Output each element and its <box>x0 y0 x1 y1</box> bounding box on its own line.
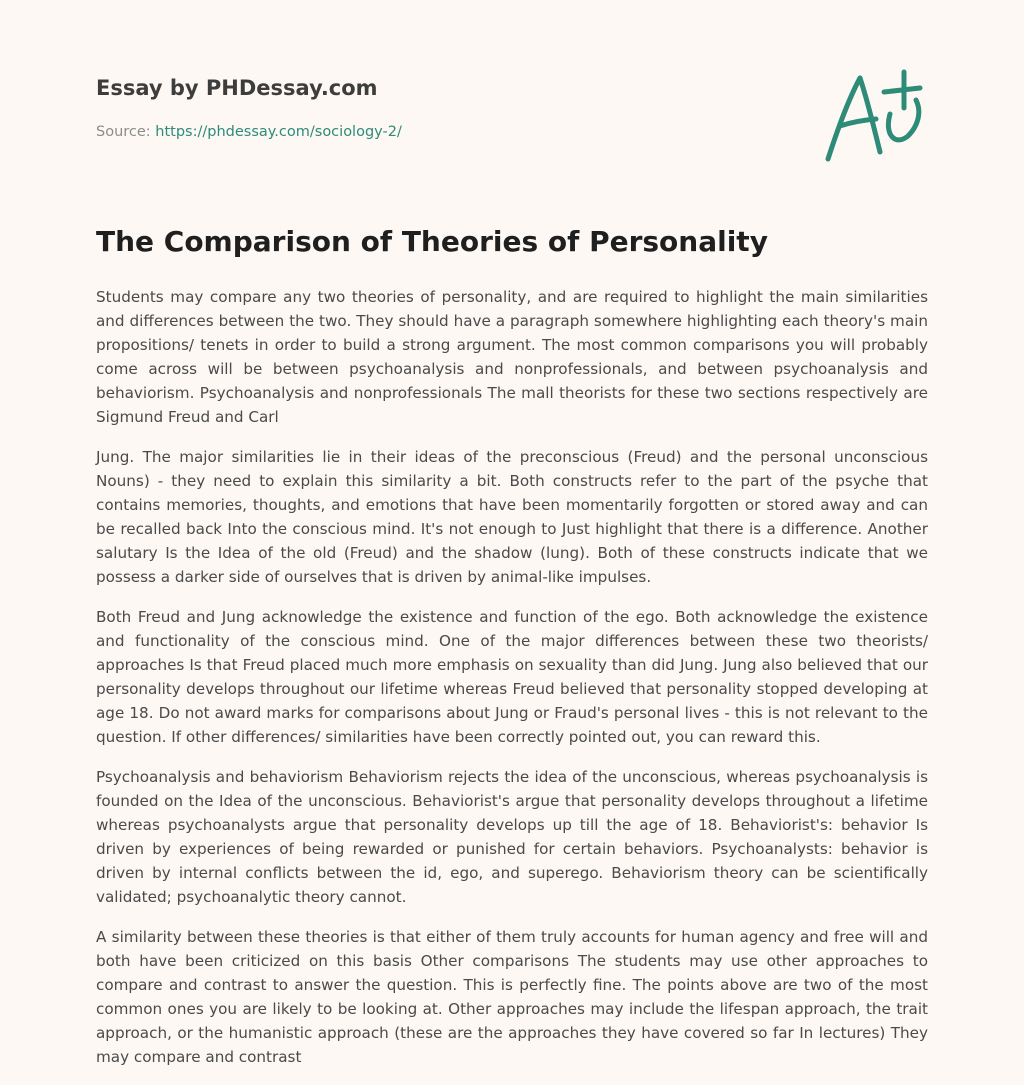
essay-paragraph: Psychoanalysis and behaviorism Behaviorism rejects the idea of the unconscious, whereas psychoanalysis is founded on the Idea of the unconscious. Behaviorist's argue that personality develops throughout a lifetime whereas psychoanalysts argue that personality develops up till the age of 18. Behaviorist's: behavior Is driven by experiences of being rewarded or punished for certain behaviors. Psychoanalysts: behavior is driven by internal conflicts between the id, ego, and superego. Behaviorism theory can be scientifically validated; psychoanalytic theory cannot. <box>96 768 928 906</box>
essay-body <box>96 285 928 1085</box>
essay-title: The Comparison of Theories of Personality <box>96 225 768 258</box>
essay-paragraph: Students may compare any two theories of personality, and are required to highlight the main similarities and differences between the two. They should have a paragraph somewhere highlighting each theory's main propositions/ tenets in order to build a strong argument. The most common comparisons you will probably come across will be between psychoanalysis and nonprofessionals, and between psychoanalysis and behaviorism. Psychoanalysis and nonprofessionals The mall theorists for these two sections respectively are Sigmund Freud and Carl <box>96 288 928 426</box>
a-plus-grade-icon <box>824 66 928 166</box>
essay-paragraph: Jung. The major similarities lie in their ideas of the preconscious (Freud) and the personal unconscious Nouns) - they need to explain this similarity a bit. Both constructs refer to the part of the psyche that contains memories, thoughts, and emotions that have been momentarily forgotten or stored away and can be recalled back Into the conscious mind. It's not enough to Just highlight that there is a difference. Another salutary Is the Idea of the old (Freud) and the shadow (lung). Both of these constructs indicate that we possess a darker side of ourselves that is driven by animal-like impulses. <box>96 448 928 586</box>
source-link[interactable]: https://phdessay.com/sociology-2/ <box>155 124 402 140</box>
source-line <box>96 124 402 140</box>
essay-paragraph: A similarity between these theories is that either of them truly accounts for human agency and free will and both have been criticized on this basis Other comparisons The students may use other approaches to compare and contrast to answer the question. This is perfectly fine. The points above are two of the most common ones you are likely to be looking at. Other approaches may include the lifespan approach, the trait approach, or the humanistic approach (these are the approaches they have covered so far In lectures) They may compare and contrast <box>96 928 928 1066</box>
essay-paragraph: Both Freud and Jung acknowledge the existence and function of the ego. Both acknowledge the existence and functionality of the conscious mind. One of the major differences between these two theorists/ approaches Is that Freud placed much more emphasis on sexuality than did Jung. Jung also believed that our personality develops throughout our lifetime whereas Freud believed that personality stopped developing at age 18. Do not award marks for comparisons about Jung or Fraud's personal lives - this is not relevant to the question. If other differences/ similarities have been correctly pointed out, you can reward this. <box>96 608 928 746</box>
source-label: Source: <box>96 124 151 140</box>
site-brand: Essay by PHDessay.com <box>96 76 378 100</box>
